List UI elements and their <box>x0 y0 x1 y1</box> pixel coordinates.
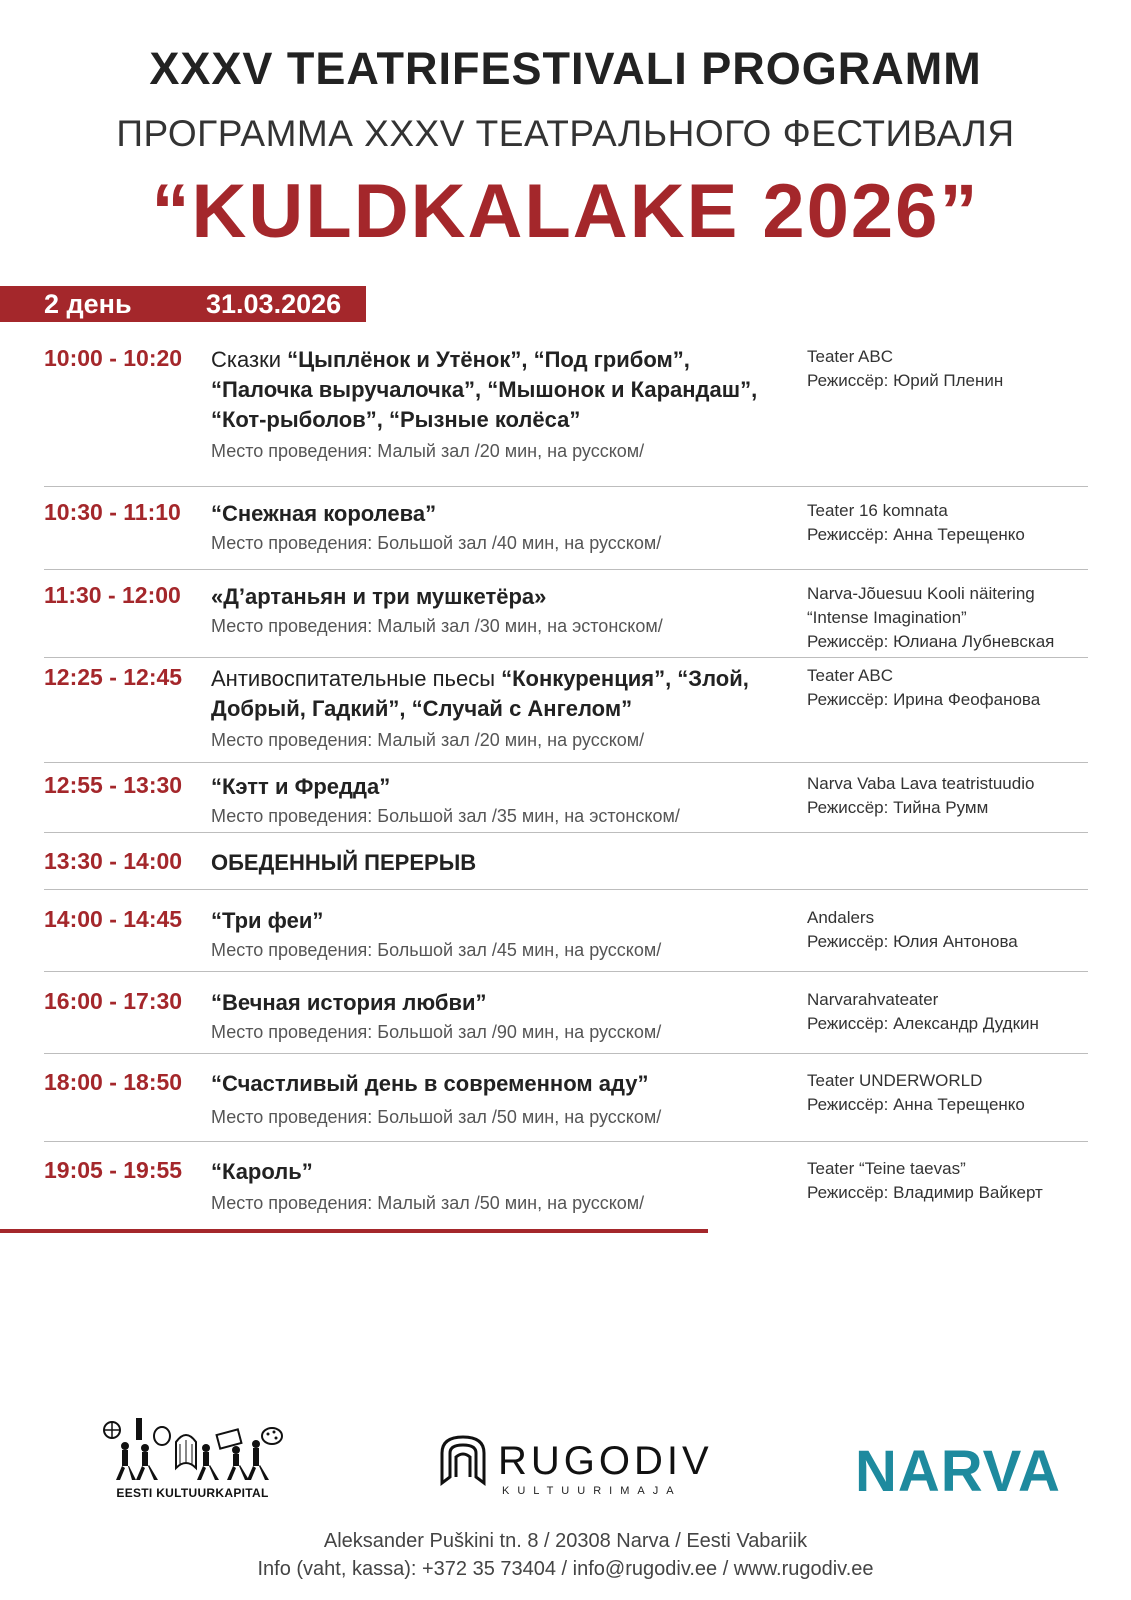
event-title-prefix: Антивоспитательные пьесы <box>211 666 502 691</box>
event-director: Режиссёр: Владимир Вайкерт <box>807 1183 1043 1202</box>
event-credits <box>807 1157 1043 1205</box>
event-venue: Место проведения: Малый зал /30 мин, на эстонском/ <box>211 616 663 636</box>
event-venue: Место проведения: Большой зал /90 мин, на русском/ <box>211 1022 662 1042</box>
event-title-names: “Вечная история любви” <box>211 990 487 1015</box>
row-divider <box>44 569 1088 570</box>
day-label: 2 день <box>44 289 132 319</box>
event-company: Teater ABC <box>807 347 893 366</box>
event-director: Режиссёр: Юлиана Лубневская <box>807 632 1055 651</box>
event-time: 12:55 - 13:30 <box>44 772 183 798</box>
event-title <box>211 1069 796 1099</box>
footer-address: Aleksander Puškini tn. 8 / 20308 Narva / Eesti Vabariik <box>323 1530 808 1552</box>
event-venue: Место проведения: Большой зал /50 мин, на русском/ <box>211 1107 662 1127</box>
event-company: Narvarahvateater <box>807 990 939 1009</box>
event-time: 10:00 - 10:20 <box>44 345 183 371</box>
event-title <box>211 848 796 878</box>
event-venue: Место проведения: Большой зал /35 мин, на эстонском/ <box>211 806 680 826</box>
event-title-names: “Цыплёнок и Утёнок”, “Под грибом”, “Палочка выручалочка”, “Мышонок и Карандаш”, “Кот-рыболов”, “Рызные колёса” <box>211 347 758 432</box>
rugodiv-arch-icon <box>436 1433 490 1487</box>
event-title-names: «Д’артаньян и три мушкетёра» <box>211 584 547 609</box>
event-credits <box>807 1069 1025 1117</box>
event-director: Режиссёр: Юлия Антонова <box>807 932 1018 951</box>
row-divider <box>44 832 1088 833</box>
event-title-names: “Счастливый день в современном аду” <box>211 1071 649 1096</box>
day-date: 31.03.2026 <box>206 289 342 319</box>
event-venue: Место проведения: Большой зал /45 мин, на русском/ <box>211 940 662 960</box>
footer-contact-info: Info (vaht, kassa): +372 35 73404 / info@rugodiv.ee / www.rugodiv.ee <box>257 1558 874 1580</box>
event-company: Teater ABC <box>807 666 893 685</box>
day-banner <box>0 286 366 322</box>
event-time: 16:00 - 17:30 <box>44 988 183 1014</box>
event-title-names: “Конкуренция”, “Злой, Добрый, Гадкий”, “Случай с Ангелом” <box>211 666 749 721</box>
event-title <box>211 988 796 1018</box>
event-director: Режиссёр: Анна Терещенко <box>807 1095 1025 1114</box>
row-divider <box>44 889 1088 890</box>
event-credits <box>807 664 1040 712</box>
row-divider <box>44 657 1088 658</box>
row-divider <box>44 1053 1088 1054</box>
event-credits <box>807 906 1018 954</box>
ekk-wordmark: EESTI KULTUURKAPITAL <box>116 1486 269 1500</box>
event-title <box>211 582 796 612</box>
event-company: Teater UNDERWORLD <box>807 1071 983 1090</box>
event-venue: Место проведения: Малый зал /20 мин, на русском/ <box>211 441 645 461</box>
event-credits <box>807 499 1025 547</box>
event-credits <box>807 772 1034 820</box>
event-company: Teater “Teine taevas” <box>807 1159 966 1178</box>
lunch-break-label: ОБЕДЕННЫЙ ПЕРЕРЫВ <box>211 850 477 875</box>
event-director: Режиссёр: Юрий Пленин <box>807 371 1004 390</box>
event-director: Режиссёр: Александр Дудкин <box>807 1014 1039 1033</box>
event-company: Teater 16 komnata <box>807 501 948 520</box>
event-title-prefix: Сказки <box>211 347 288 372</box>
event-title <box>211 772 796 802</box>
event-time: 11:30 - 12:00 <box>44 582 181 608</box>
event-company: Narva-Jõuesuu Kooli näitering <box>807 584 1035 603</box>
event-time: 14:00 - 14:45 <box>44 906 183 932</box>
row-divider <box>44 762 1088 763</box>
kultuurkapital-emblem-icon <box>100 1418 285 1484</box>
event-company: Narva Vaba Lava teatristuudio <box>807 774 1035 793</box>
row-divider <box>44 486 1088 487</box>
title-estonian: XXXV TEATRIFESTIVALI PROGRAMM <box>149 43 982 94</box>
eesti-kultuurkapital-logo <box>100 1418 285 1500</box>
rugodiv-logo <box>436 1439 713 1507</box>
event-time: 19:05 - 19:55 <box>44 1157 183 1183</box>
rugodiv-wordmark: RUGODIV <box>498 1439 713 1483</box>
event-company: Andalers <box>807 908 875 927</box>
event-title-names: “Три феи” <box>211 908 324 933</box>
event-title-names: “Снежная королева” <box>211 501 437 526</box>
title-russian: ПРОГРАММА XXXV ТЕАТРАЛЬНОГО ФЕСТИВАЛЯ <box>116 113 1015 154</box>
event-director: Режиссёр: Ирина Феофанова <box>807 690 1041 709</box>
event-title <box>211 906 796 936</box>
event-time: 13:30 - 14:00 <box>44 848 183 874</box>
event-venue: Место проведения: Большой зал /40 мин, на русском/ <box>211 533 662 553</box>
event-title <box>211 499 796 529</box>
rugodiv-subtitle: KULTUURIMAJA <box>502 1485 682 1497</box>
event-company-group: “Intense Imagination” <box>807 608 967 627</box>
row-divider <box>44 1141 1088 1142</box>
narva-logo: NARVA <box>855 1439 1061 1504</box>
event-venue: Место проведения: Малый зал /20 мин, на русском/ <box>211 730 645 750</box>
event-credits <box>807 345 1003 393</box>
event-time: 10:30 - 11:10 <box>44 499 181 525</box>
event-time: 18:00 - 18:50 <box>44 1069 183 1095</box>
event-director: Режиссёр: Тийна Румм <box>807 798 989 817</box>
event-title-names: “Кароль” <box>211 1159 313 1184</box>
event-title <box>211 664 796 724</box>
festival-name: “KULDKALAKE 2026” <box>151 169 980 254</box>
event-credits <box>807 988 1039 1036</box>
event-title <box>211 1157 796 1187</box>
event-venue: Место проведения: Малый зал /50 мин, на русском/ <box>211 1193 645 1213</box>
schedule-end-rule <box>0 1229 708 1233</box>
event-time: 12:25 - 12:45 <box>44 664 183 690</box>
event-title <box>211 345 791 435</box>
row-divider <box>44 971 1088 972</box>
event-credits <box>807 582 1054 654</box>
event-title-names: “Кэтт и Фредда” <box>211 774 391 799</box>
event-director: Режиссёр: Анна Терещенко <box>807 525 1025 544</box>
